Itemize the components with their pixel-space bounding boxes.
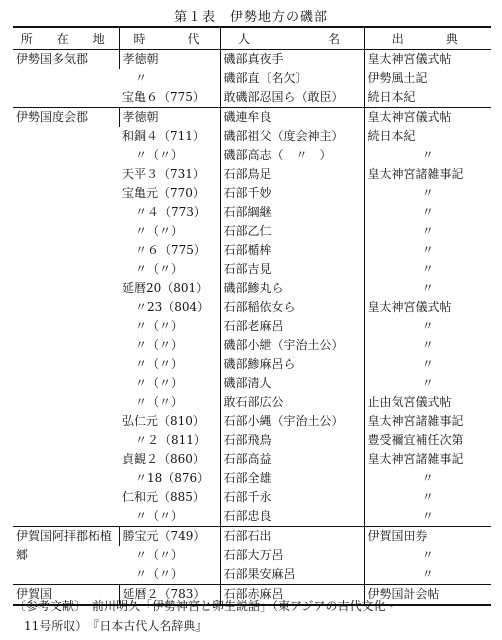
era-cell: 〃（〃） xyxy=(135,338,184,352)
era-cell: 〃（〃） xyxy=(135,509,184,523)
name-cell: 敢磯部忍国ら（敢臣） xyxy=(220,88,364,108)
source-cell: 皇太神宮儀式帖 xyxy=(364,108,491,128)
source-cell: 伊勢国計会帖 xyxy=(364,585,491,606)
name-cell: 石部鳥足 xyxy=(220,165,364,184)
source-cell: 〃 xyxy=(364,260,491,279)
source-cell: 〃 xyxy=(364,222,491,241)
era-cell: 〃４（773） xyxy=(135,205,206,219)
name-cell: 石部乙仁 xyxy=(220,222,364,241)
era-cell: 宝亀元（770） xyxy=(122,186,205,200)
name-cell: 石部高益 xyxy=(220,450,364,469)
header-location: 所 在 地 xyxy=(13,27,119,50)
name-cell: 敢石部広公 xyxy=(220,393,364,412)
source-cell: 皇太神宮儀式帖 xyxy=(364,298,491,317)
source-cell: 〃 xyxy=(364,203,491,222)
name-cell: 磯部祖父（度会神主） xyxy=(220,127,364,146)
table-row xyxy=(13,527,491,547)
name-cell: 磯部鯵丸ら xyxy=(220,279,364,298)
location-cell: 伊勢国度会郡 xyxy=(13,108,119,527)
source-cell: 続日本紀 xyxy=(364,127,491,146)
source-cell: 止由気宮儀式帖 xyxy=(364,393,491,412)
era-cell: 〃（〃） xyxy=(135,548,184,562)
source-cell: 〃 xyxy=(364,469,491,488)
name-cell: 石部果安麻呂 xyxy=(220,565,364,585)
era-cell: 〃18（876） xyxy=(135,471,210,485)
source-cell: 〃 xyxy=(364,241,491,260)
era-cell: 〃（〃） xyxy=(135,224,184,238)
source-cell: 〃 xyxy=(364,336,491,355)
name-cell: 磯部直〔名欠〕 xyxy=(220,69,364,88)
name-cell: 石部千妙 xyxy=(220,184,364,203)
era-cell: 延暦20（801） xyxy=(122,281,209,295)
era-cell: 弘仁元（810） xyxy=(122,414,205,428)
name-cell: 磯部高志（ 〃 ） xyxy=(220,146,364,165)
table-row xyxy=(13,108,491,128)
era-cell: 天平３（731） xyxy=(122,167,205,181)
location-cell: 伊賀国 xyxy=(13,585,119,606)
name-cell: 磯部小紲（宇治土公） xyxy=(220,336,364,355)
name-cell: 石部全雄 xyxy=(220,469,364,488)
header-name: 人 名 xyxy=(220,27,364,50)
era-cell: 〃２（811） xyxy=(135,433,206,447)
source-cell: 〃 xyxy=(364,317,491,336)
era-cell: 〃（〃） xyxy=(135,395,184,409)
era-cell: 〃（〃） xyxy=(135,376,184,390)
source-cell: 〃 xyxy=(364,507,491,527)
source-cell: 皇太神宮諸雑事記 xyxy=(364,412,491,431)
header-row xyxy=(13,27,491,50)
name-cell: 石部吉見 xyxy=(220,260,364,279)
references xyxy=(14,596,398,636)
era-cell: 〃 xyxy=(135,71,148,85)
era-cell: 孝徳朝 xyxy=(119,50,220,70)
reference-line: 11号所収） 『日本古代人名辞典』 xyxy=(24,619,208,633)
name-cell: 石部綱継 xyxy=(220,203,364,222)
name-cell: 石部赤麻呂 xyxy=(220,585,364,606)
reference-line: 〔参考文献〕 前川明久「伊勢神宮と卵生説話」（東アジアの古代文化・ xyxy=(14,599,398,613)
source-cell: 伊賀国田券 xyxy=(364,527,491,547)
era-cell: 〃（〃） xyxy=(135,567,184,581)
era-cell: 〃（〃） xyxy=(135,357,184,371)
source-cell: 豊受禰宜補任次第 xyxy=(364,431,491,450)
header-source: 出 典 xyxy=(364,27,491,50)
era-cell: 延暦２（783） xyxy=(119,585,220,606)
name-cell: 石部小縄（宇治土公） xyxy=(220,412,364,431)
source-cell: 〃 xyxy=(364,546,491,565)
name-cell: 石部千永 xyxy=(220,488,364,507)
name-cell: 石部老麻呂 xyxy=(220,317,364,336)
name-cell: 石部稲依女ら xyxy=(220,298,364,317)
source-cell: 皇太神宮儀式帖 xyxy=(364,50,491,70)
name-cell: 磯部清人 xyxy=(220,374,364,393)
source-cell: 〃 xyxy=(364,279,491,298)
era-cell: 和銅４（711） xyxy=(122,129,205,143)
source-cell: 皇太神宮諸雑事記 xyxy=(364,450,491,469)
source-cell: 続日本紀 xyxy=(364,88,491,108)
name-cell: 石部忠良 xyxy=(220,507,364,527)
table-row xyxy=(13,50,491,70)
era-cell: 〃６（775） xyxy=(135,243,206,257)
name-cell: 石部飛鳥 xyxy=(220,431,364,450)
isobe-table xyxy=(13,26,491,606)
era-cell: 〃（〃） xyxy=(135,319,184,333)
source-cell: 〃 xyxy=(364,374,491,393)
era-cell: 〃（〃） xyxy=(135,262,184,276)
era-cell: 貞観２（860） xyxy=(122,452,205,466)
era-cell: 勝宝元（749） xyxy=(119,527,220,547)
name-cell: 石部楯桙 xyxy=(220,241,364,260)
name-cell: 石部大万呂 xyxy=(220,546,364,565)
name-cell: 磯部真夜手 xyxy=(220,50,364,70)
era-cell: 孝徳朝 xyxy=(119,108,220,128)
location-cell: 伊勢国多気郡 xyxy=(13,50,119,108)
name-cell: 磯部鯵麻呂ら xyxy=(220,355,364,374)
source-cell: 〃 xyxy=(364,184,491,203)
source-cell: 〃 xyxy=(364,146,491,165)
header-era: 時 代 xyxy=(119,27,220,50)
name-cell: 石部石出 xyxy=(220,527,364,547)
source-cell: 〃 xyxy=(364,565,491,585)
source-cell: 皇太神宮諸雑事記 xyxy=(364,165,491,184)
source-cell: 〃 xyxy=(364,488,491,507)
era-cell: 仁和元（885） xyxy=(122,490,205,504)
source-cell: 伊勢風土記 xyxy=(364,69,491,88)
table-body xyxy=(13,50,491,606)
location-cell: 伊賀国阿拝郡柘植郷 xyxy=(13,527,119,585)
source-cell: 〃 xyxy=(364,355,491,374)
era-cell: 〃23（804） xyxy=(135,300,210,314)
name-cell: 磯連牟良 xyxy=(220,108,364,128)
era-cell: 〃（〃） xyxy=(135,148,184,162)
table-title: 第１表 伊勢地方の磯部 xyxy=(173,10,328,25)
era-cell: 宝亀６（775） xyxy=(122,90,205,104)
